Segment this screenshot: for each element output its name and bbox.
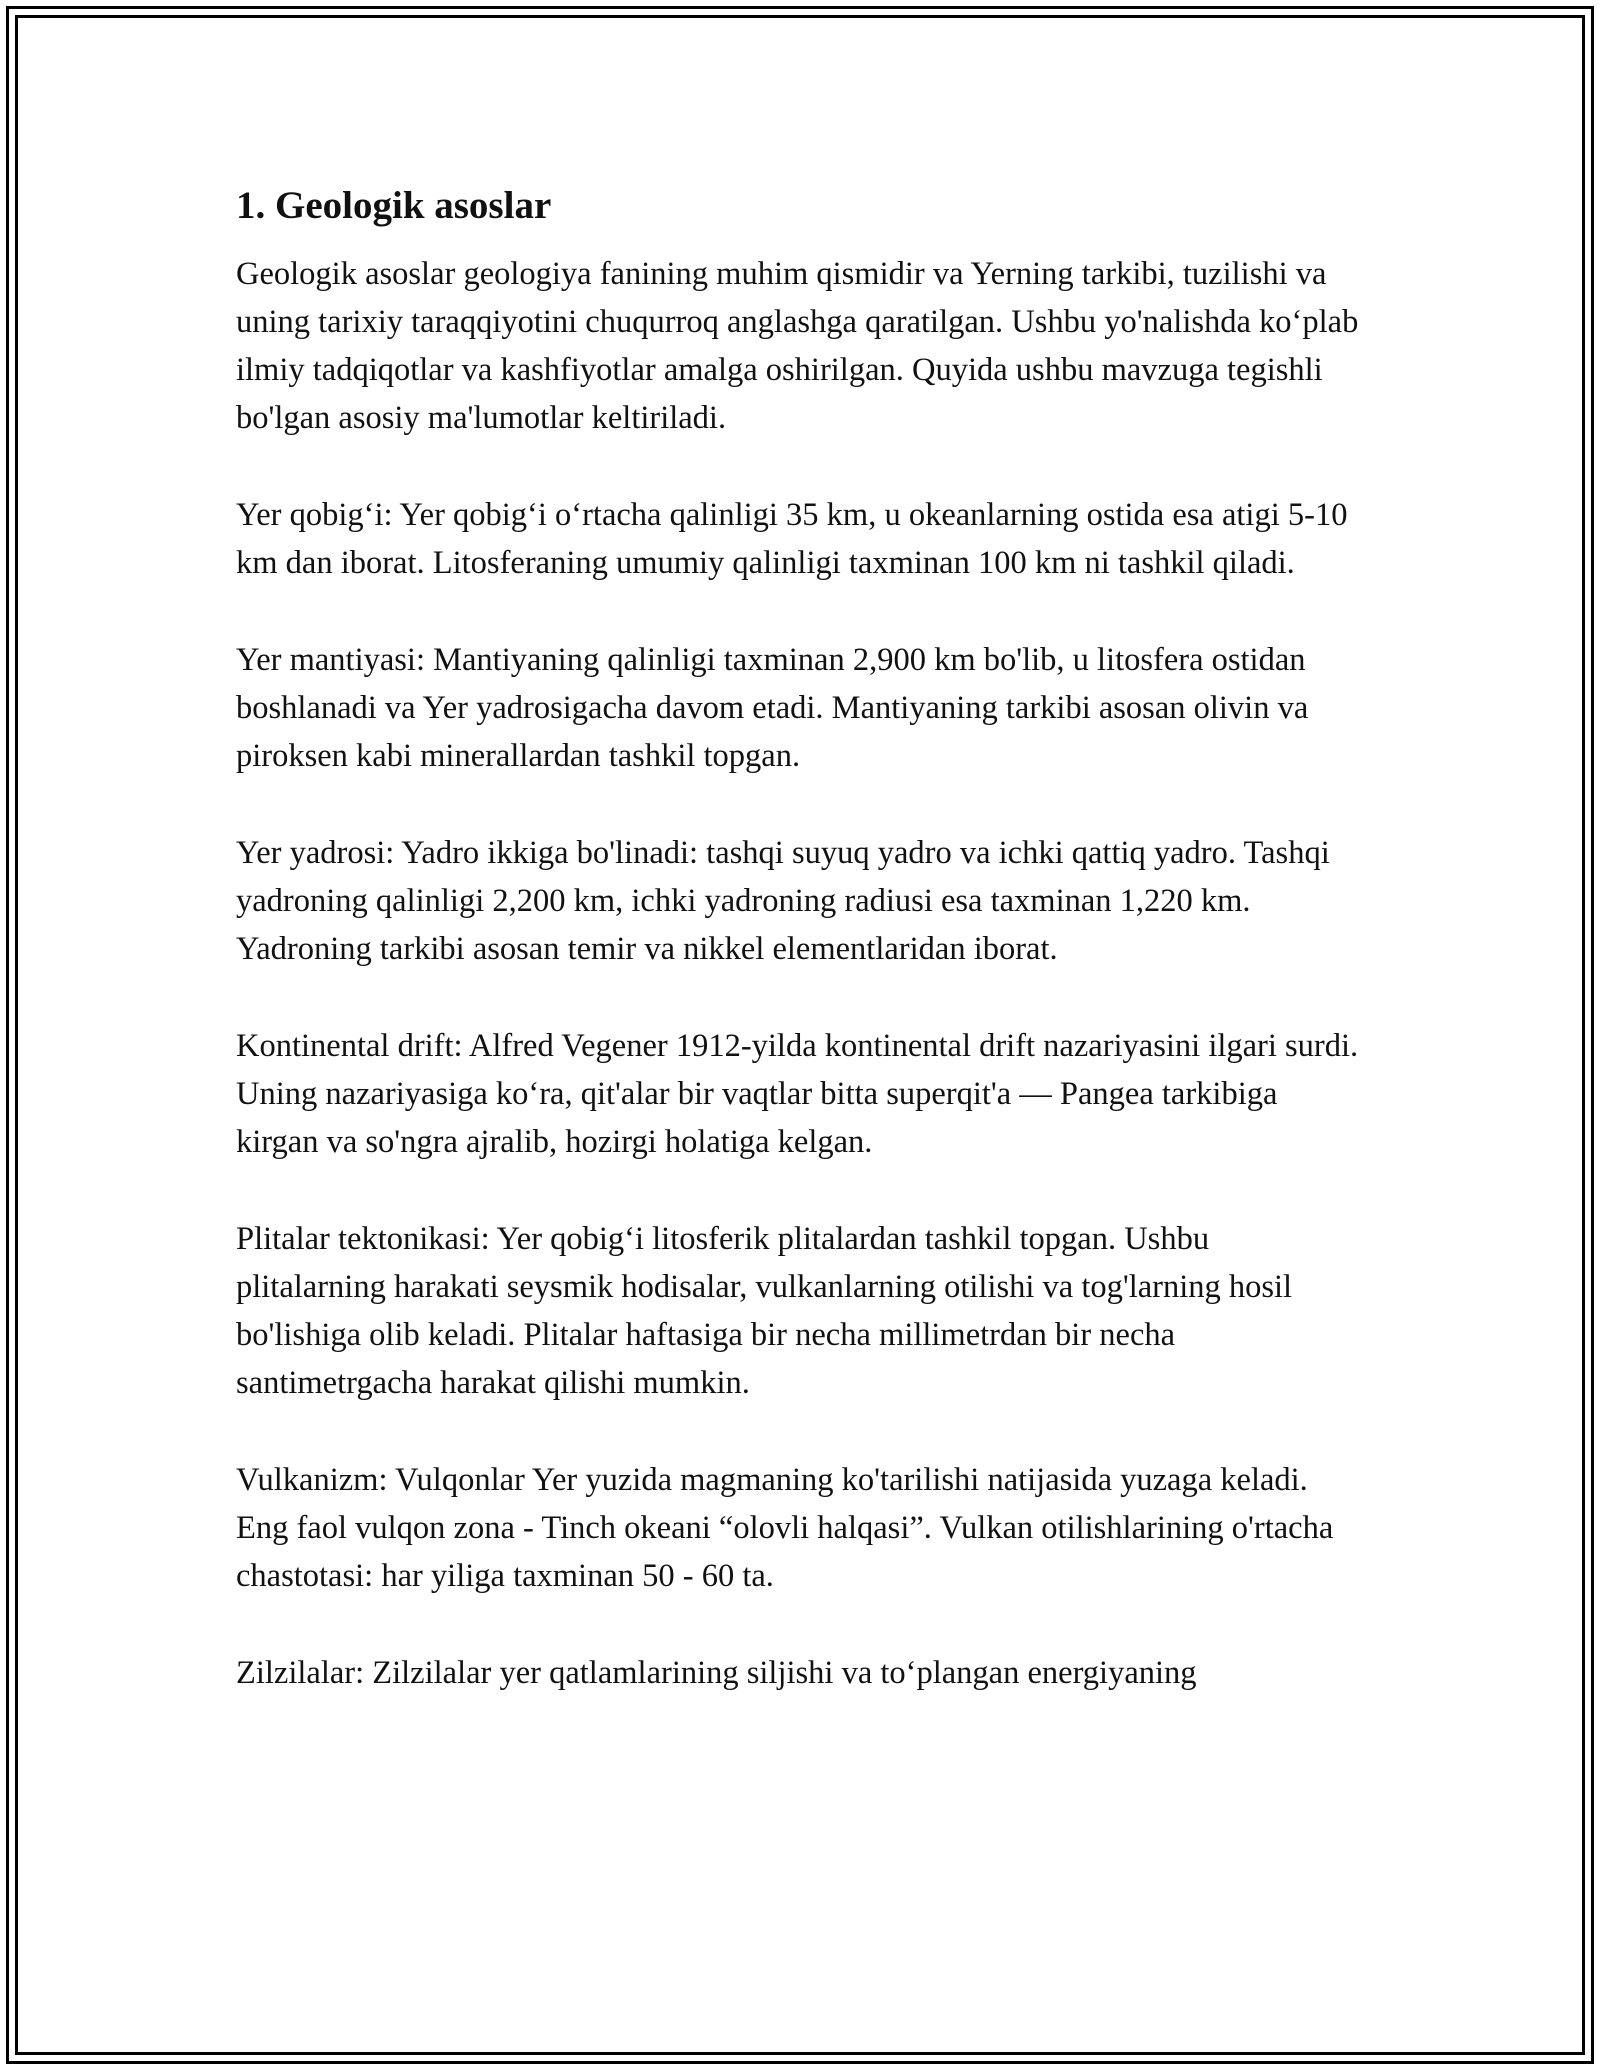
paragraph-earth-mantle: Yer mantiyasi: Mantiyaning qalinligi taxminan 2,900 km bo'lib, u litosfera ostidan boshlanadi va Yer yadrosigacha davom etadi. Mantiyaning tarkibi asosan olivin va piroksen kabi minerallardan tashkil topgan. [236, 642, 1309, 774]
document-body [236, 180, 1366, 1746]
paragraph-intro: Geologik asoslar geologiya fanining muhim qismidir va Yerning tarkibi, tuzilishi va uning tarixiy taraqqiyotini chuqurroq anglashga qaratilgan. Ushbu yo'nalishda koʻplab ilmiy tadqiqotlar va kashfiyotlar amalga oshirilgan. Quyida ushbu mavzuga tegishli bo'lgan asosiy ma'lumotlar keltiriladi. [236, 256, 1359, 436]
paragraph-earth-crust: Yer qobigʻi: Yer qobigʻi oʻrtacha qalinligi 35 km, u okeanlarning ostida esa atigi 5-10 km dan iborat. Litosferaning umumiy qalinligi taxminan 100 km ni tashkil qiladi. [236, 497, 1348, 581]
paragraph-earthquakes: Zilzilalar: Zilzilalar yer qatlamlarining siljishi va toʻplangan energiyaning [236, 1655, 1197, 1691]
paragraph-volcanism: Vulkanizm: Vulqonlar Yer yuzida magmaning ko'tarilishi natijasida yuzaga keladi. Eng faol vulqon zona - Tinch okeani “olovli halqasi”. Vulkan otilishlarining o'rtacha chastotasi: har yiliga taxminan 50 - 60 ta. [236, 1462, 1334, 1594]
paragraph-plate-tectonics: Plitalar tektonikasi: Yer qobigʻi litosferik plitalardan tashkil topgan. Ushbu plitalarning harakati seysmik hodisalar, vulkanlarning otilishi va tog'larning hosil bo'lishiga olib keladi. Plitalar haftasiga bir necha millimetrdan bir necha santimetrgacha harakat qilishi mumkin. [236, 1221, 1293, 1401]
section-heading: 1. Geologik asoslar [236, 184, 552, 227]
paragraph-continental-drift: Kontinental drift: Alfred Vegener 1912-yilda kontinental drift nazariyasini ilgari surdi. Uning nazariyasiga koʻra, qit'alar bir vaqtlar bitta superqit'a — Pangea tarkibiga kirgan va so'ngra ajralib, hozirgi holatiga kelgan. [236, 1028, 1359, 1160]
paragraph-earth-core: Yer yadrosi: Yadro ikkiga bo'linadi: tashqi suyuq yadro va ichki qattiq yadro. Tashqi yadroning qalinligi 2,200 km, ichki yadroning radiusi esa taxminan 1,220 km. Yadroning tarkibi asosan temir va nikkel elementlaridan iborat. [236, 835, 1330, 967]
